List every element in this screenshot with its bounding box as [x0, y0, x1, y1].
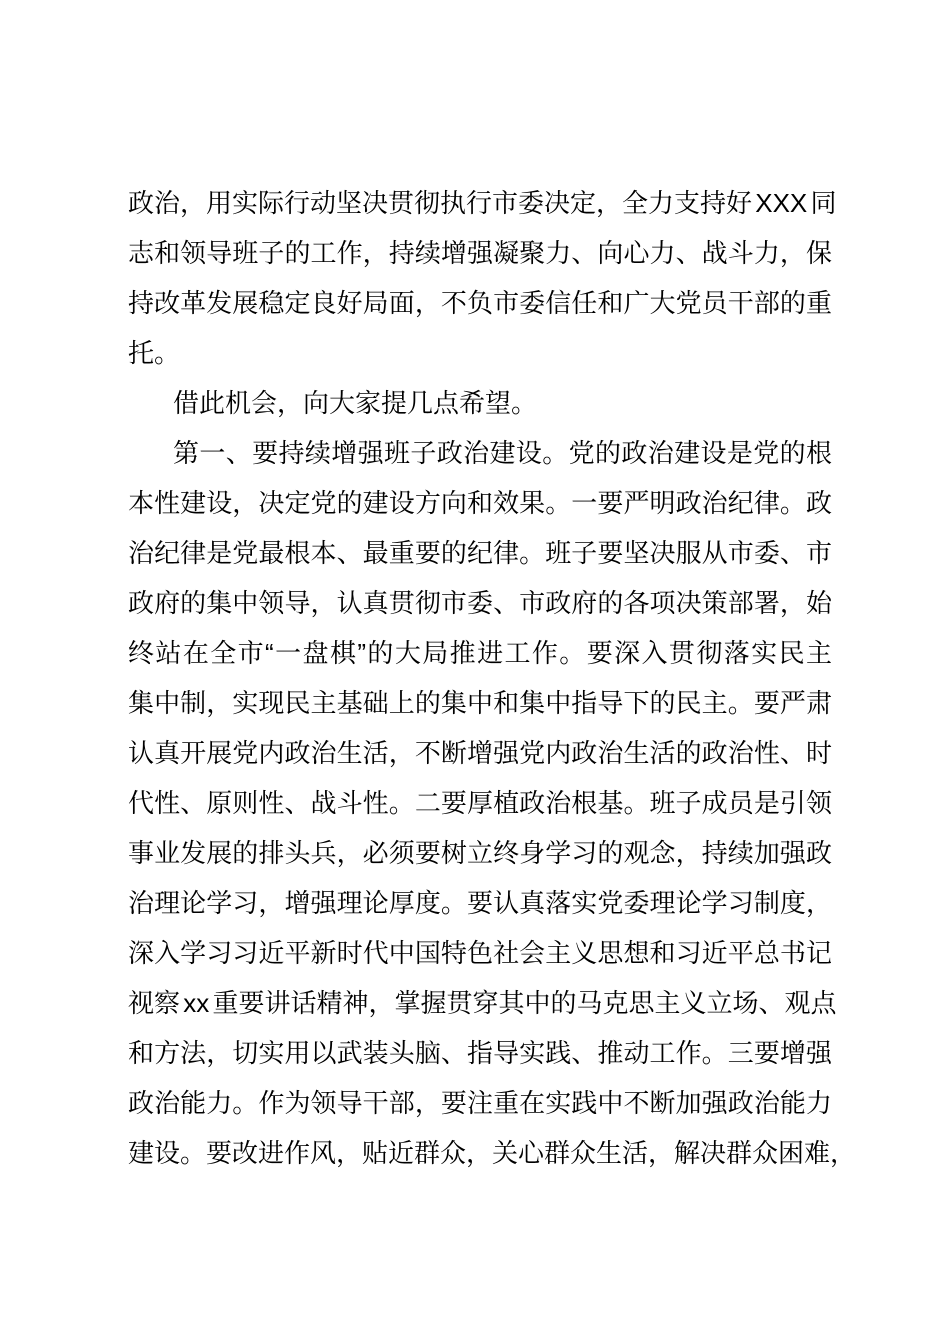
- doc-line: 志和领导班子的工作，持续增强凝聚力、向心力、战斗力，保: [128, 238, 832, 268]
- doc-line: 第一、要持续增强班子政治建设。党的政治建设是党的根: [173, 438, 832, 468]
- doc-line: 托。: [128, 338, 181, 368]
- doc-line: 政治，用实际行动坚决贯彻执行市委决定，全力支持好 XXX 同: [128, 188, 837, 218]
- doc-line: 本性建设，决定党的建设方向和效果。一要严明政治纪律。政: [128, 488, 832, 518]
- doc-line: 事业发展的排头兵，必须要树立终身学习的观念，持续加强政: [128, 838, 832, 868]
- doc-line: 治纪律是党最根本、最重要的纪律。班子要坚决服从市委、市: [128, 538, 832, 568]
- doc-line: 借此机会，向大家提几点希望。: [173, 388, 538, 418]
- doc-line: 建设。要改进作风，贴近群众，关心群众生活，解决群众困难，: [128, 1138, 857, 1168]
- doc-line: 认真开展党内政治生活，不断增强党内政治生活的政治性、时: [128, 738, 832, 768]
- doc-line: 终站在全市“一盘棋”的大局推进工作。要深入贯彻落实民主: [128, 638, 832, 668]
- doc-line: 持改革发展稳定良好局面，不负市委信任和广大党员干部的重: [128, 288, 832, 318]
- doc-line: 代性、原则性、战斗性。二要厚植政治根基。班子成员是引领: [128, 788, 832, 818]
- doc-line: 政府的集中领导，认真贯彻市委、市政府的各项决策部署，始: [128, 588, 832, 618]
- document-text-block: [128, 178, 857, 1178]
- doc-line: 集中制，实现民主基础上的集中和集中指导下的民主。要严肃: [128, 688, 832, 718]
- doc-line: 深入学习习近平新时代中国特色社会主义思想和习近平总书记: [128, 938, 832, 968]
- doc-line: 治理论学习，增强理论厚度。要认真落实党委理论学习制度，: [128, 888, 832, 918]
- doc-line: 视察 xx 重要讲话精神，掌握贯穿其中的马克思主义立场、观点: [128, 988, 837, 1018]
- doc-line: 和方法，切实用以武装头脑、指导实践、推动工作。三要增强: [128, 1038, 832, 1068]
- doc-line: 政治能力。作为领导干部，要注重在实践中不断加强政治能力: [128, 1088, 832, 1118]
